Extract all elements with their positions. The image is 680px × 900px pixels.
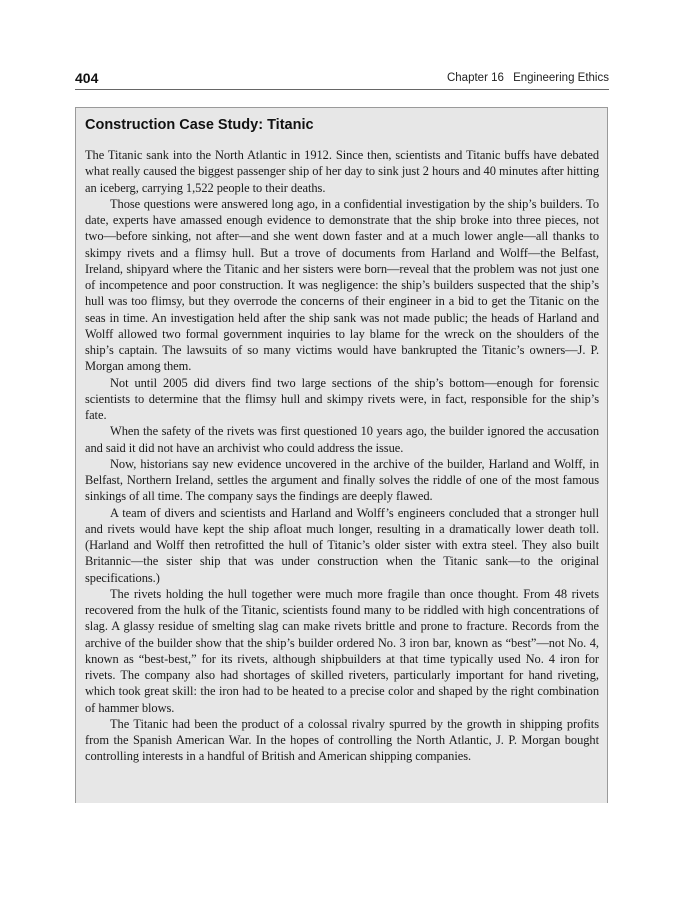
paragraph: Not until 2005 did divers find two large sections of the ship’s bottom—enough for forensic scientists to determine that the flimsy hull and skimpy rivets were, in fact, responsible for the ship’s fate.	[85, 375, 599, 422]
header-rule	[75, 89, 609, 90]
chapter-title: Engineering Ethics	[513, 72, 609, 84]
running-head	[447, 72, 609, 84]
case-study-title: Construction Case Study: Titanic	[85, 117, 314, 133]
paragraph: The Titanic sank into the North Atlantic in 1912. Since then, scientists and Titanic buffs have debated what really caused the biggest passenger ship of her day to sink just 2 hours and 40 minutes after hitting an iceberg, carrying 1,522 people to their deaths.	[85, 148, 599, 195]
paragraph: Those questions were answered long ago, in a confidential investigation by the ship’s builders. To date, experts have amassed enough evidence to demonstrate that the ship broke into three pieces, not two—before sinking, not after—and she went down faster and at a much lower angle—all thanks to skimpy rivets and a flimsy hull. But a trove of documents from Harland and Wolff—the Belfast, Ireland, shipyard where the Titanic and her sisters were born—reveal that the problem was not just one of incompetence and poor construction. It was negligence: the ship’s builders suspected that the ship’s hull was too flimsy, but they overrode the concerns of their engineer in a bid to get the Titanic on the seas in time. An investigation held after the ship sank was not made public; the heads of Harland and Wolff allowed two formal government inquiries to lay blame for the wreck on the shoulders of the ship’s captain. The lawsuits of so many victims would have bankrupted the Titanic’s owners—J. P. Morgan among them.	[85, 196, 599, 374]
page-number: 404	[75, 70, 99, 86]
paragraph: A team of divers and scientists and Harland and Wolff’s engineers concluded that a stronger hull and rivets would have kept the ship afloat much longer, resulting in a dramatically lower death toll. (Harland and Wolff then retrofitted the hull of Titanic’s older sister with extra steel. They also built Britannic—the sister ship that was under construction when the Titanic sank—to the original specifications.)	[85, 505, 599, 585]
case-study-box	[75, 107, 608, 803]
paragraph: When the safety of the rivets was first questioned 10 years ago, the builder ignored the accusation and said it did not have an archivist who could address the issue.	[85, 424, 599, 455]
page-header	[75, 70, 609, 88]
chapter-label: Chapter 16	[446, 72, 504, 84]
case-study-body	[85, 147, 599, 765]
paragraph: Now, historians say new evidence uncovered in the archive of the builder, Harland and Wolff, in Belfast, Northern Ireland, settles the argument and finally solves the riddle of one of the most famous sinkings of all time. The company says the findings are deeply flawed.	[85, 456, 599, 504]
paragraph: The rivets holding the hull together were much more fragile than once thought. From 48 rivets recovered from the hulk of the Titanic, scientists found many to be riddled with high concentrations of slag. A glassy residue of smelting slag can make rivets brittle and prone to fracture. Records from the archive of the builder show that the ship’s builder ordered No. 3 iron bar, known as “best”—not No. 4, known as “best-best,” for its rivets, although shipbuilders at that time typically used No. 4 iron for rivets. The company also had shortages of skilled riveters, particularly important for hand riveting, which took great skill: the iron had to be heated to a precise color and shaped by the right combination of hammer blows.	[85, 586, 599, 715]
paragraph: The Titanic had been the product of a colossal rivalry spurred by the growth in shipping profits from the Spanish American War. In the hopes of controlling the North Atlantic, J. P. Morgan bought controlling interests in a handful of British and American shipping companies.	[85, 716, 599, 764]
